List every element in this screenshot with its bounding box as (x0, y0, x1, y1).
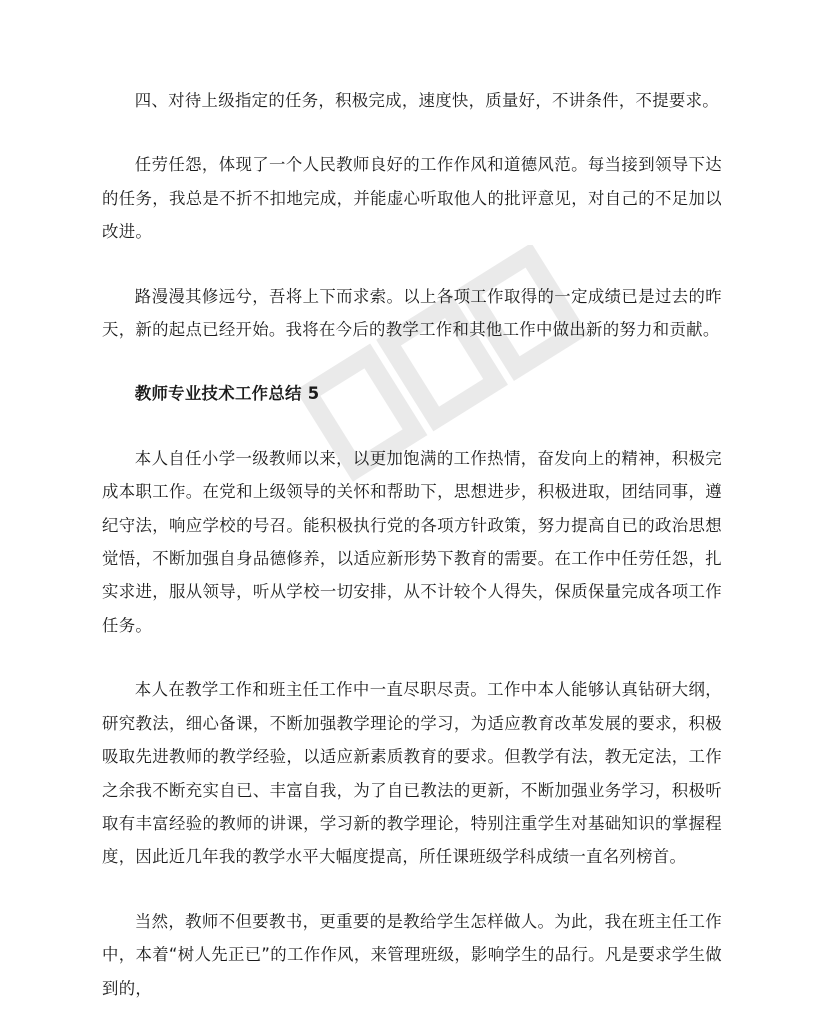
paragraph: 本人自任小学一级教师以来，以更加饱满的工作热情，奋发向上的精神，积极完成本职工作。在党和上级领导的关怀和帮助下，思想进步，积极进取，团结同事，遵纪守法，响应学校的号召。能积极执行党的各项方针政策，努力提高自已的政治思想觉悟，不断加强自身品德修养，以适应新形势下教育的需要。在工作中任劳任怨，扎实求进，服从领导，听从学校一切安排，从不计较个人得失，保质保量完成各项工作任务。 (102, 448, 722, 635)
paragraph: 本人在教学工作和班主任工作中一直尽职尽责。工作中本人能够认真钻研大纲，研究教法，细心备课，不断加强教学理论的学习，为适应教育改革发展的要求，积极吸取先进教师的教学经验，以适应新素质教育的要求。但教学有法，教无定法，工作之余我不断充实自已、丰富自我，为了自已教法的更新，不断加强业务学习，积极听取有丰富经验的教师的讲课，学习新的教学理论，特别注重学生对基础知识的掌握程度，因此近几年我的教学水平大幅度提高，所任课班级学科成绩一直名列榜首。 (102, 680, 722, 867)
document-body (102, 84, 722, 1036)
paragraph: 路漫漫其修远兮，吾将上下而求索。以上各项工作取得的一定成绩已是过去的昨天，新的起点已经开始。我将在今后的教学工作和其他工作中做出新的努力和贡献。 (102, 286, 722, 340)
paragraph: 四、对待上级指定的任务，积极完成，速度快，质量好，不讲条件，不提要求。 (134, 91, 719, 110)
paragraph: 任劳任怨，体现了一个人民教师良好的工作作风和道德风范。每当接到领导下达的任务，我总是不折不扣地完成，并能虚心听取他人的批评意见，对自己的不足加以改进。 (102, 155, 722, 242)
paragraph: 当然，教师不但要教书，更重要的是教给学生怎样做人。为此，我在班主任工作中，本着“树人先正已”的工作作风，来管理班级，影响学生的品行。凡是要求学生做到的， (102, 911, 722, 998)
section-heading: 教师专业技术工作总结 5 (134, 384, 320, 404)
